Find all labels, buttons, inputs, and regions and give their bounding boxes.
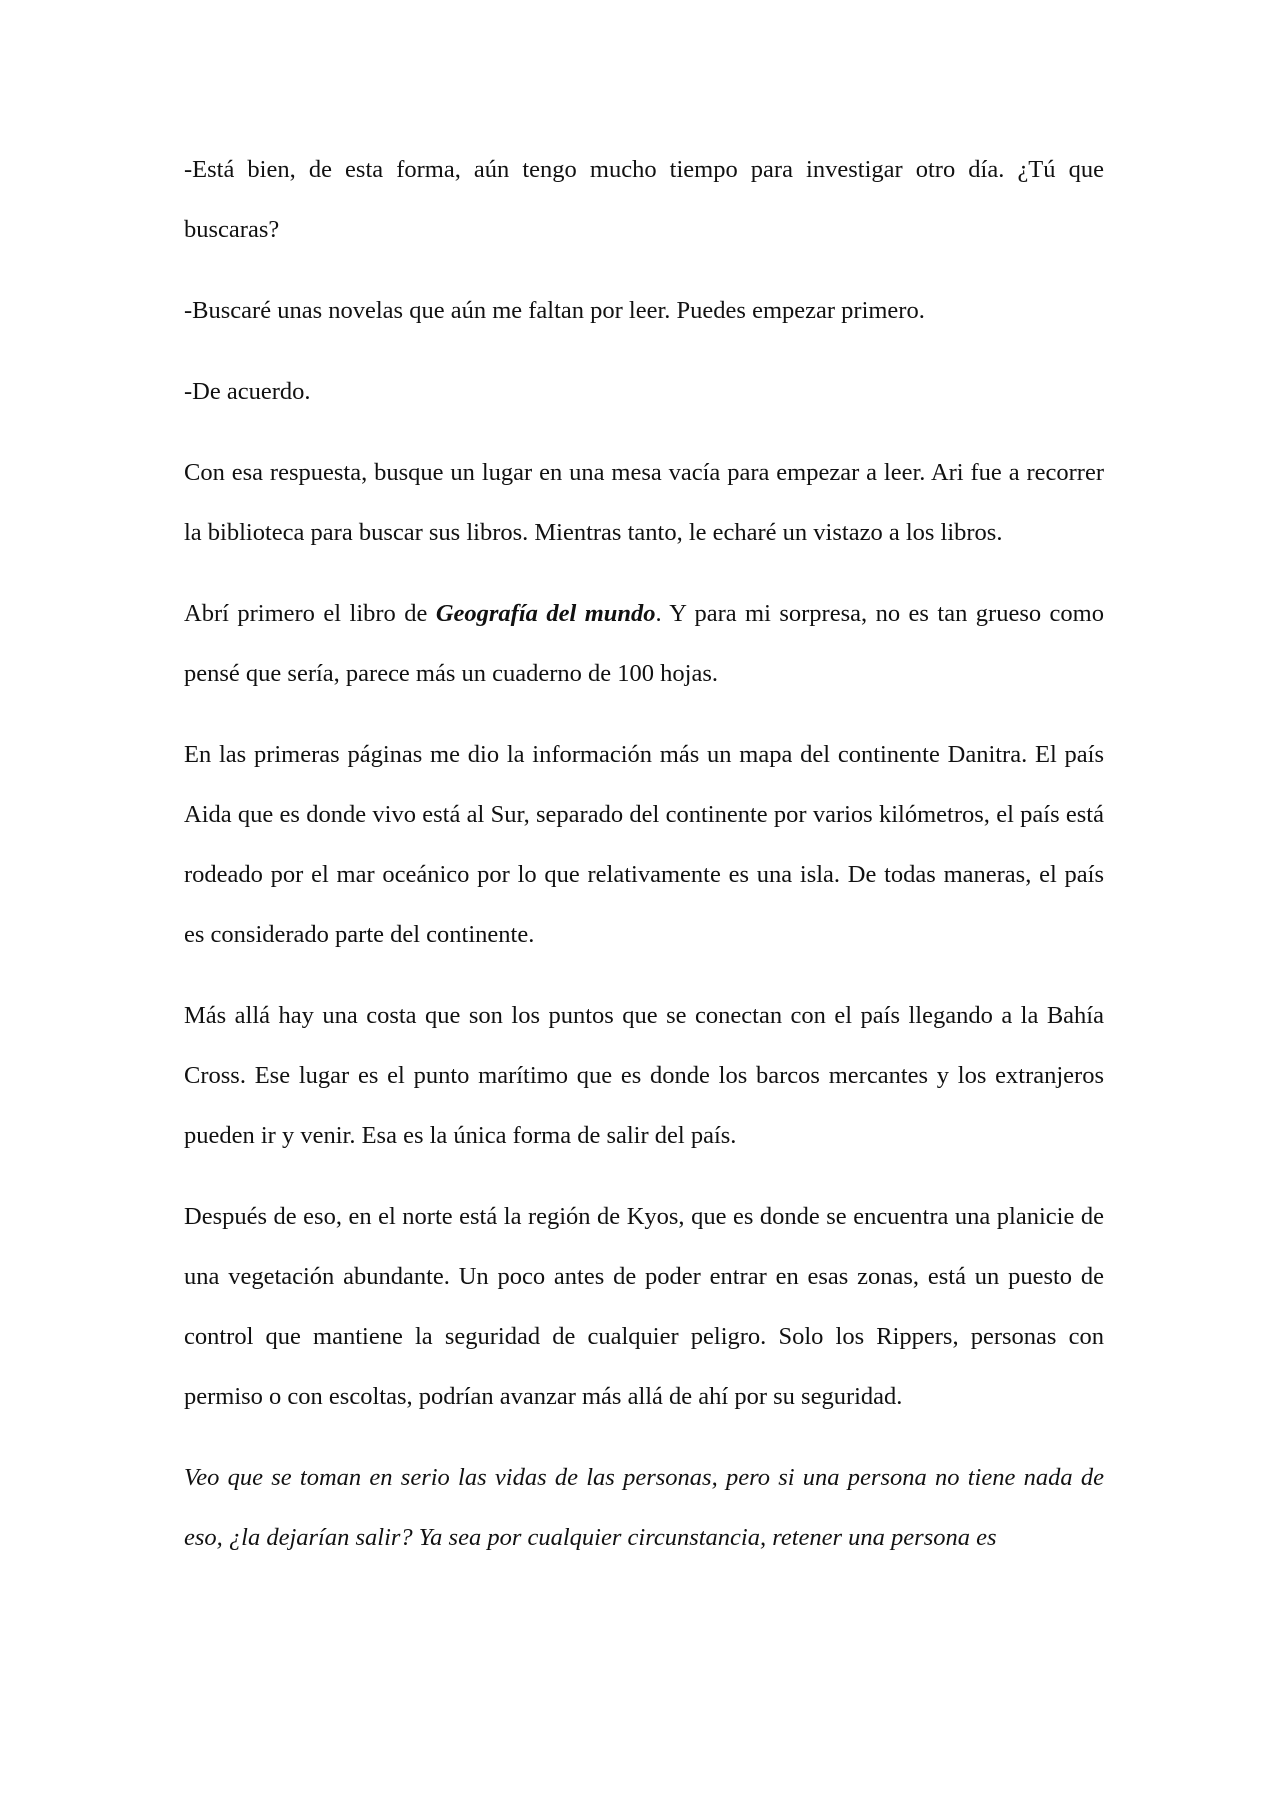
paragraph-inner-thought: Veo que se toman en serio las vidas de las personas, pero si una persona no tiene nada de eso, ¿la dejarían salir? Ya sea por cualquier circunstancia, retener una persona es	[184, 1464, 1104, 1551]
paragraph-kyos-region: Después de eso, en el norte está la región de Kyos, que es donde se encuentra una planicie de una vegetación abundante. Un poco antes de poder entrar en esas zonas, está un puesto de control que mantiene la seguridad de cualquier peligro. Solo los Rippers, personas con permiso o con escoltas, podrían avanzar más allá de ahí por su seguridad.	[184, 1203, 1104, 1410]
paragraph-dialogue-2: -Buscaré unas novelas que aún me faltan por leer. Puedes empezar primero.	[184, 297, 925, 324]
paragraph-narration-library: Con esa respuesta, busque un lugar en una mesa vacía para empezar a leer. Ari fue a recorrer la biblioteca para buscar sus libros. Mientras tanto, le echaré un vistazo a los libros.	[184, 459, 1104, 546]
book-title: Geografía del mundo	[435, 600, 656, 627]
document-body	[184, 140, 1104, 1589]
paragraph-text-before-title: Abrí primero el libro de	[184, 600, 436, 627]
paragraph-coast: Más allá hay una costa que son los puntos que se conectan con el país llegando a la Bahía Cross. Ese lugar es el punto marítimo que es donde los barcos mercantes y los extranjeros pueden ir y venir. Esa es la única forma de salir del país.	[184, 1002, 1104, 1149]
paragraph-dialogue-3: -De acuerdo.	[184, 378, 311, 405]
paragraph-book-opening	[184, 584, 1104, 704]
paragraph-continent-map: En las primeras páginas me dio la información más un mapa del continente Danitra. El país Aida que es donde vivo está al Sur, separado del continente por varios kilómetros, el país está rodeado por el mar oceánico por lo que relativamente es una isla. De todas maneras, el país es considerado parte del continente.	[184, 741, 1104, 948]
paragraph-text-after-title: . Y para mi sorpresa, no es tan grueso como pensé que sería, parece más un cuaderno de 100 hojas.	[184, 600, 1104, 687]
paragraph-dialogue-1: -Está bien, de esta forma, aún tengo mucho tiempo para investigar otro día. ¿Tú que buscaras?	[184, 156, 1104, 243]
